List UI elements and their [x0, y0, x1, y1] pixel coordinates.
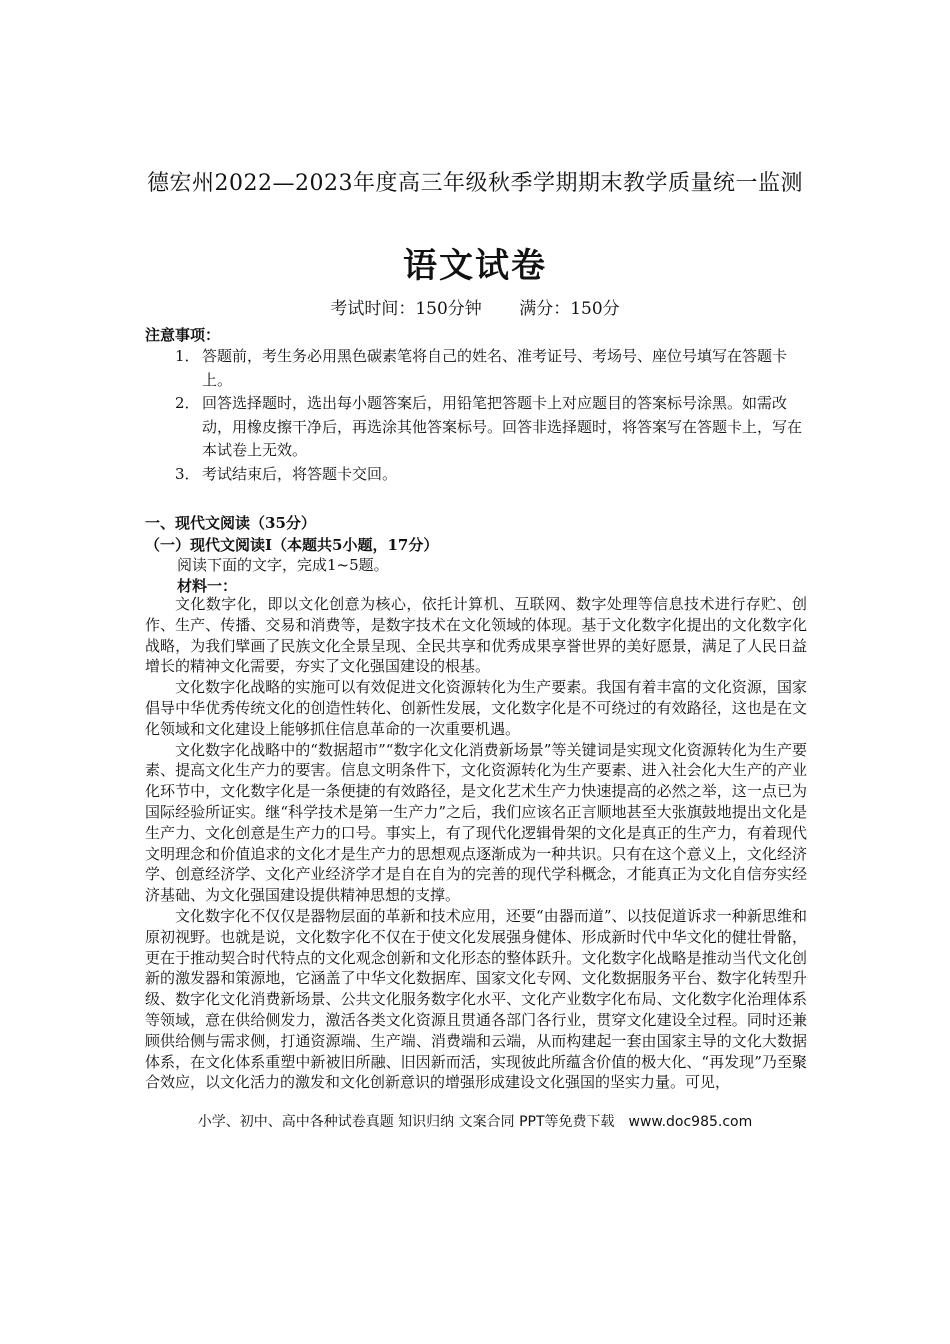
subsection-heading: （一）现代文阅读Ⅰ（本题共5小题，17分） [145, 536, 439, 554]
exam-header-line: 德宏州2022—2023年度高三年级秋季学期期末教学质量统一监测 [147, 171, 803, 196]
notice-item-text: 考试结束后，将答题卡交回。 [202, 464, 398, 483]
notice-item-number: 2． [175, 394, 200, 412]
notice-item-text: 答题前，考生务必用黑色碳素笔将自己的姓名、准考证号、考场号、座位号填写在答题卡上。 [202, 347, 788, 389]
notice-list [175, 345, 815, 486]
reading-instruction: 阅读下面的文字，完成1~5题。 [177, 556, 389, 574]
passage-paragraph: 文化数字化战略中的“数据超市”“数字化文化消费新场景”等关键词是实现文化资源转化为生产要素、提高文化生产力的要害。信息文明条件下，文化资源转化为生产要素、进入社会化大生产的产业化环节中，文化数字化是一条便捷的有效路径，是文化艺术生产力快速提高的必然之举，这一点已为国际经验所证实。继“科学技术是第一生产力”之后，我们应该名正言顺地甚至大张旗鼓地提出文化是生产力、文化创意是生产力的口号。事实上，有了现代化逻辑骨架的文化是真正的生产力，有着现代文明理念和价值追求的文化才是生产力的思想观点逐渐成为一种共识。只有在这个意义上，文化经济学、创意经济学、文化产业经济学才是自在自为的完善的现代学科概念，才能真正为文化自信夯实经济基础、为文化强国建设提供精神思想的支撑。 [145, 740, 807, 905]
paper-title: 语文试卷 [403, 246, 547, 286]
notice-item-text: 回答选择题时，选出每小题答案后，用铅笔把答题卡上对应题目的答案标号涂黑。如需改动，用橡皮擦干净后，再选涂其他答案标号。回答非选择题时，将答案写在答题卡上，写在本试卷上无效。 [202, 394, 803, 459]
passage-paragraph: 文化数字化，即以文化创意为核心，依托计算机、互联网、数字处理等信息技术进行存贮、创作、生产、传播、交易和消费等，是数字技术在文化领域的体现。基于文化数字化提出的文化数字化战略，为我们擘画了民族文化全景呈现、全民共享和优秀成果享誉世界的美好愿景，满足了人民日益增长的精神文化需要，夯实了文化强国建设的根基。 [145, 595, 807, 676]
notice-item-number: 1． [175, 347, 200, 365]
notice-heading: 注意事项： [145, 326, 221, 344]
exam-info [0, 294, 950, 319]
exam-time: 考试时间：150分钟 [330, 299, 482, 319]
page-footer: 小学、初中、高中各种试卷真题 知识归纳 文案合同 PPT等免费下载 www.doc985.com [197, 1114, 753, 1130]
notice-item [175, 392, 815, 463]
passage-paragraph: 文化数字化战略的实施可以有效促进文化资源转化为生产要素。我国有着丰富的文化资源，国家倡导中华优秀传统文化的创造性转化、创新性发展，文化数字化是不可绕过的有效路径，这也是在文化领域和文化建设上能够抓住信息革命的一次重要机遇。 [145, 678, 807, 738]
section-heading: 一、现代文阅读（35分） [145, 514, 316, 532]
notice-item [175, 463, 815, 487]
notice-item-number: 3． [175, 464, 200, 483]
notice-item [175, 345, 815, 392]
exam-score: 满分：150分 [519, 299, 620, 319]
material-label: 材料一： [177, 577, 238, 595]
reading-passage [145, 594, 807, 1093]
passage-paragraph: 文化数字化不仅仅是器物层面的革新和技术应用，还要“由器而道”、以技促道诉求一种新思维和原初视野。也就是说，文化数字化不仅在于使文化发展强身健体、形成新时代中华文化的健壮骨骼，更在于推动契合时代特点的文化观念创新和文化形态的整体跃升。文化数字化战略是推动当代文化创新的激发器和策源地，它涵盖了中华文化数据库、国家文化专网、文化数据服务平台、数字化转型升级、数字化文化消费新场景、公共文化服务数字化水平、文化产业数字化布局、文化数字化治理体系等领域，意在供给侧发力，激活各类文化资源且贯通各部门各行业，贯穿文化建设全过程。同时还兼顾供给侧与需求侧，打通资源端、生产端、消费端和云端，从而构建起一套由国家主导的文化大数据体系，在文化体系重塑中新被旧所融、旧因新而活，实现彼此所蕴含价值的极大化、“再发现”乃至聚合效应，以文化活力的激发和文化创新意识的增强形成建设文化强国的坚实力量。可见， [145, 906, 807, 1092]
